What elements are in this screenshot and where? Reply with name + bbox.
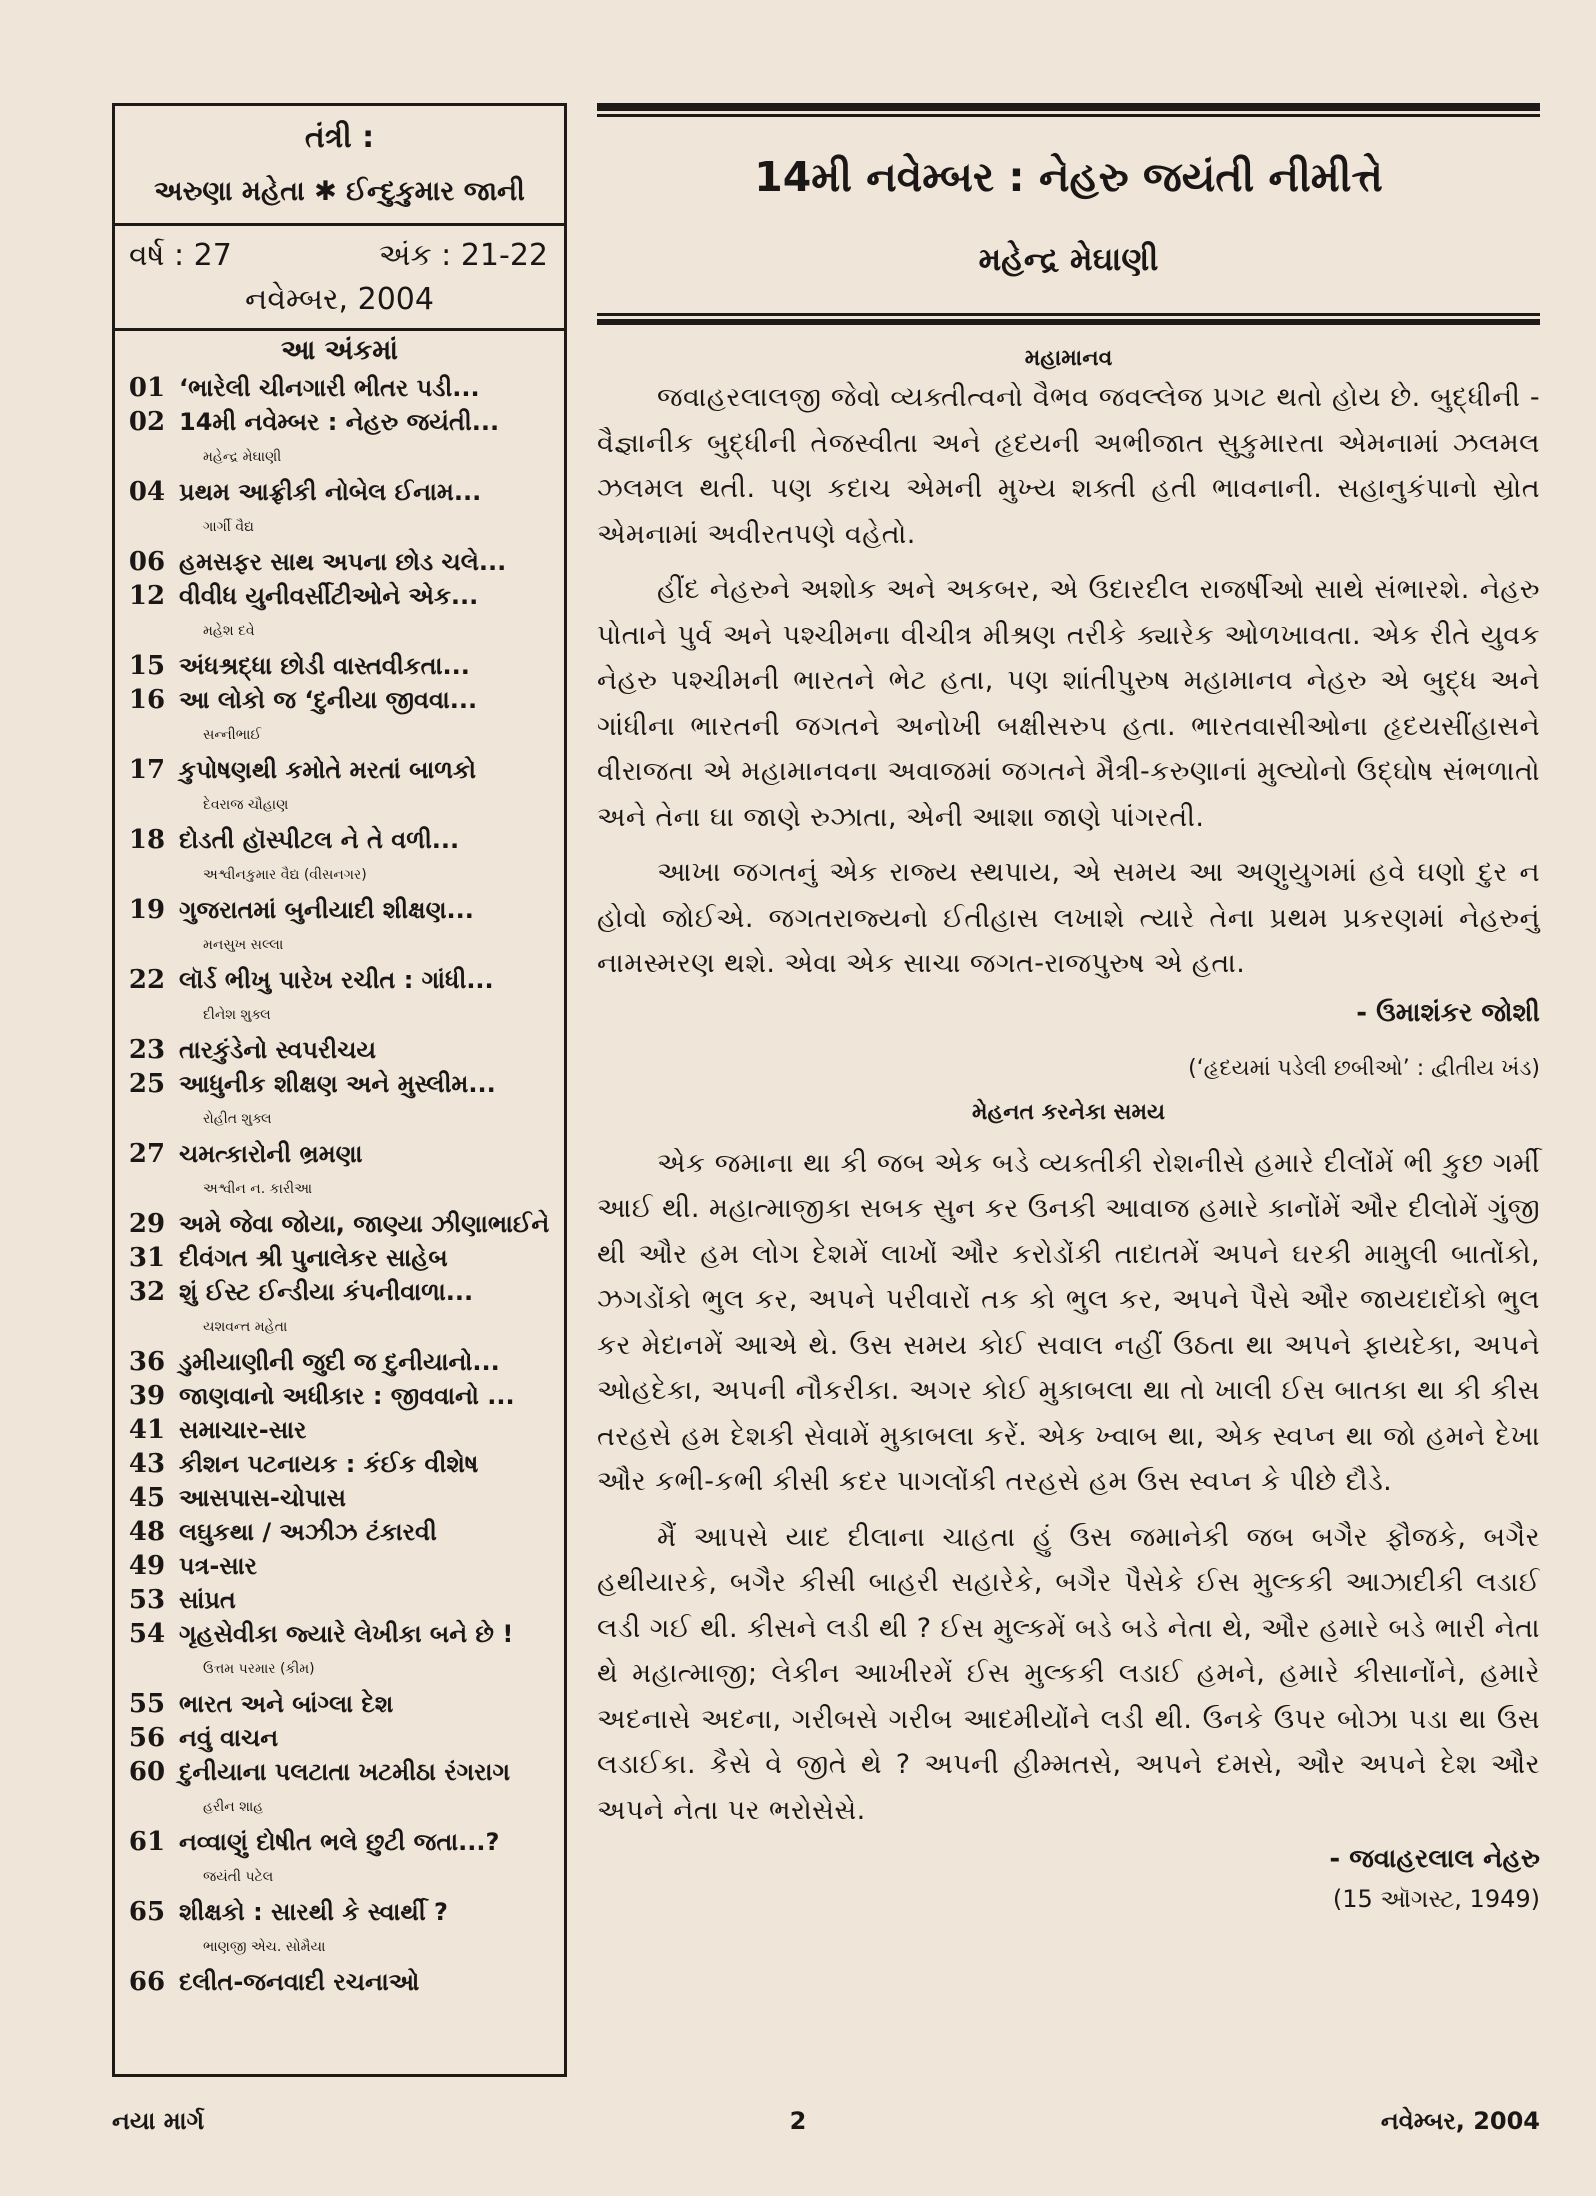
- toc-page-number: 29: [128, 1209, 166, 1239]
- toc-title: આધુનીક શીક્ષણ અને મુસ્લીમ...: [179, 1070, 496, 1098]
- footer-date: નવેમ્બર, 2004: [1380, 2107, 1540, 2135]
- toc-author: મનસુખ સલ્લા: [203, 937, 284, 953]
- toc-entry: [115, 823, 564, 857]
- issue-info: [115, 226, 564, 331]
- toc-entry: [115, 1481, 564, 1515]
- source-citation: (‘હૃદયમાં પડેલી છબીઓ’ : દ્વીતીય ખંડ): [1188, 1055, 1540, 1081]
- toc-title: પત્ર-સાર: [179, 1552, 258, 1580]
- toc-title: ચમત્કારોની ભ્રમણા: [179, 1140, 363, 1168]
- toc-entry: [115, 1825, 564, 1859]
- toc-title: સમાચાર-સાર: [179, 1416, 307, 1444]
- toc-page-number: 25: [128, 1069, 166, 1099]
- toc-author: અશ્વીન ન. કારીઆ: [203, 1181, 312, 1197]
- toc-author: દીનેશ શુક્લ: [203, 1007, 271, 1023]
- toc-entry: [115, 371, 564, 405]
- toc-entry: [115, 1583, 564, 1617]
- toc-title: અમે જેવા જોયા, જાણ્યા ઝીણાભાઈને: [179, 1210, 550, 1238]
- toc-page-number: 17: [128, 755, 166, 785]
- signature-nehru: - જવાહરલાલ નેહરુ: [1329, 1844, 1540, 1874]
- toc-page-number: 18: [128, 825, 166, 855]
- toc-title: લૉર્ડ ભીખુ પારેખ રચીત : ગાંધી...: [179, 966, 494, 994]
- toc-title: લઘુકથા / અઝીઝ ટંકારવી: [179, 1518, 437, 1546]
- toc-title: નવ્વાણું દોષીત ભલે છુટી જતા...?: [179, 1828, 500, 1856]
- toc-entry: [115, 1207, 564, 1241]
- toc-page-number: 15: [128, 651, 166, 681]
- toc-title: આ લોકો જ ‘દુનીયા જીવવા...: [179, 686, 478, 714]
- editor-names: અરુણા મહેતા ✱ ઈન્દુકુમાર જાની: [154, 176, 525, 207]
- toc-page-number: 32: [128, 1277, 166, 1307]
- toc-page-number: 45: [128, 1483, 166, 1513]
- article-byline: મહેન્દ્ર મેઘાણી: [978, 240, 1159, 278]
- toc-title: તારકુંડેનો સ્વપરીચય: [179, 1036, 377, 1064]
- toc-title: કુપોષણથી કમોતે મરતાં બાળકો: [179, 756, 476, 784]
- toc-page-number: 53: [128, 1585, 166, 1615]
- toc-page-number: 61: [128, 1827, 166, 1857]
- toc-entry: [115, 1379, 564, 1413]
- toc-page-number: 43: [128, 1449, 166, 1479]
- toc-author: રોહીત શુક્લ: [203, 1111, 272, 1127]
- toc-entry: [115, 1721, 564, 1755]
- toc-page-number: 27: [128, 1139, 166, 1169]
- toc-title: ડુમીયાણીની જુદી જ દુનીયાનો...: [179, 1348, 500, 1376]
- toc-title: કીશન પટનાયક : કંઈક વીશેષ: [179, 1450, 479, 1478]
- toc-author: ભાણજી એચ. સોમૈયા: [203, 1939, 326, 1955]
- toc-author: મહેશ દવે: [203, 623, 255, 639]
- editor-box: [115, 106, 564, 226]
- toc-page-number: 60: [128, 1757, 166, 1787]
- top-rule-thin: [597, 114, 1540, 117]
- toc-entry: [115, 1895, 564, 1929]
- toc-title: જાણવાનો અધીકાર : જીવવાનો ...: [179, 1382, 515, 1410]
- toc-page-number: 54: [128, 1619, 166, 1649]
- toc-title: ગૃહસેવીકા જ્યારે લેખીકા બને છે !: [179, 1620, 514, 1648]
- toc-entry: [115, 1549, 564, 1583]
- paragraph: જવાહરલાલજી જેવો વ્યક્તીત્વનો વૈભવ જવલ્લેજ પ્રગટ થતો હોય છે. બુદ્ધીની - વૈજ્ઞાનીક બુદ્ધીની તેજસ્વીતા અને હૃદયની અભીજાત સુકુમારતા એમનામાં ઝલમલ ઝલમલ થતી. પણ કદાચ એમની મુખ્ય શક્તી હતી ભાવનાની. સહાનુકંપાનો સ્રોત એમનામાં અવીરતપણે વહેતો.: [597, 382, 1540, 550]
- toc-page-number: 23: [128, 1035, 166, 1065]
- toc-entry: [115, 405, 564, 439]
- toc-title: અંધશ્રદ્ધા છોડી વાસ્તવીકતા...: [179, 652, 470, 680]
- toc-author: જયંતી પટેલ: [203, 1869, 274, 1885]
- article-title: 14મી નવેમ્બર : નેહરુ જયંતી નીમીત્તે: [754, 153, 1383, 201]
- toc-title: દલીત-જનવાદી રચનાઓ: [179, 1968, 420, 1996]
- toc-page-number: 31: [128, 1243, 166, 1273]
- toc-entry: [115, 1241, 564, 1275]
- toc-page-number: 36: [128, 1347, 166, 1377]
- speech-date: (15 ઑગસ્ટ, 1949): [1332, 1885, 1540, 1913]
- top-rule: [597, 103, 1540, 111]
- toc-author: સન્નીભાઈ: [203, 727, 262, 743]
- toc-title: વીવીધ યુનીવર્સીટીઓને એક...: [179, 582, 479, 610]
- toc-entry: [115, 1067, 564, 1101]
- toc-page-number: 16: [128, 685, 166, 715]
- toc-page-number: 55: [128, 1689, 166, 1719]
- toc-list: [115, 371, 564, 1999]
- editor-label: તંત્રી :: [304, 120, 375, 155]
- paragraph: હીંદ નેહરુને અશોક અને અકબર, એ ઉદારદીલ રાજર્ષીઓ સાથે સંભારશે. નેહરુ પોતાને પુર્વ અને પશ્ચીમના વીચીત્ર મીશ્રણ તરીકે ક્યારેક ઓળખાવતા. એક રીતે યુવક નેહરુ પશ્ચીમની ભારતને ભેટ હતા, પણ શાંતીપુરુષ મહામાનવ નેહરુ એ બુદ્ધ અને ગાંધીના ભારતની જગતને અનોખી બક્ષીસરુપ હતા. ભારતવાસીઓના હૃદયસીંહાસને વીરાજતા એ મહામાનવના અવાજમાં જગતને મૈત્રી-કરુણાનાં મુલ્યોનો ઉદ્ઘોષ સંભળાતો અને તેના ઘા જાણે રુઝાતા, એની આશા જાણે પાંગરતી.: [597, 574, 1540, 833]
- paragraph: મૈં આપસે યાદ દીલાના ચાહતા હું ઉસ જમાનેકી જબ બગૈર ફૌજકે, બગૈર હથીયારકે, બગૈર કીસી બાહરી સહારેકે, બગૈર પૈસેકે ઈસ મુલ્કકી આઝાદીકી લડાઈ લડી ગઈ થી. કીસને લડી થી ? ઈસ મુલ્કમેં બડે બડે નેતા થે, ઔર હમારે બડે ભારી નેતા થે મહાત્માજી; લેકીન આખીરમેં ઈસ મુલ્કકી લડાઈ હમને, હમારે કીસાનોંને, હમારે અદનાસે અદના, ગરીબસે ગરીબ આદમીયોંને લડી થી. ઉનકે ઉપર બોઝા પડા થા ઉસ લડાઈકા. કૈસે વે જીતે થે ? અપની હીમ્મતસે, અપને દમસે, ઔર અપને દેશ ઔર અપને નેતા પર ભરોસેસે.: [597, 1521, 1540, 1826]
- toc-heading: આ અંકમાં: [281, 335, 398, 366]
- toc-author: યશવન્ત મહેતા: [203, 1319, 288, 1335]
- toc-entry: [115, 893, 564, 927]
- toc-entry: [115, 1687, 564, 1721]
- toc-title: ભારત અને બાંગ્લા દેશ: [179, 1690, 394, 1718]
- section-heading-mehnat: મેહનત કરનેકા સમય: [971, 1099, 1166, 1125]
- toc-title: દોડતી હૉસ્પીટલ ને તે વળી...: [179, 826, 460, 854]
- toc-entry: [115, 579, 564, 613]
- toc-title: ‘ભારેલી ચીનગારી ભીતર પડી...: [179, 374, 480, 402]
- toc-entry: [115, 475, 564, 509]
- toc-entry: [115, 1275, 564, 1309]
- toc-author: દેવરાજ ચૌહાણ: [203, 797, 289, 813]
- toc-entry: [115, 753, 564, 787]
- toc-author: હરીન શાહ: [203, 1799, 264, 1815]
- issue-date: નવેમ્બર, 2004: [245, 282, 434, 317]
- toc-entry: [115, 1413, 564, 1447]
- toc-page-number: 65: [128, 1897, 166, 1927]
- toc-author: અશ્વીનકુમાર વૈદ્ય (વીસનગર): [203, 867, 367, 883]
- toc-page-number: 19: [128, 895, 166, 925]
- toc-entry: [115, 963, 564, 997]
- toc-entry: [115, 1965, 564, 1999]
- toc-page-number: 41: [128, 1415, 166, 1445]
- footer-magazine-name: નયા માર્ગ: [112, 2107, 205, 2135]
- paragraph: આખા જગતનું એક રાજ્ય સ્થપાય, એ સમય આ અણુયુગમાં હવે ઘણો દુર ન હોવો જોઈએ. જગતરાજ્યનો ઈતીહાસ લખાશે ત્યારે તેના પ્રથમ પ્રકરણમાં નેહરુનું નામસ્મરણ થશે. એવા એક સાચા જગત-રાજપુરુષ એ હતા.: [597, 857, 1540, 979]
- header-rule-thick: [597, 319, 1540, 325]
- toc-title: 14મી નવેમ્બર : નેહરુ જયંતી...: [179, 408, 500, 436]
- toc-page-number: 12: [128, 581, 166, 611]
- toc-page-number: 04: [128, 477, 166, 507]
- paragraph: એક જમાના થા કી જબ એક બડે વ્યક્તીકી રોશનીસે હમારે દીલોંમેં ભી કુછ ગર્મી આઈ થી. મહાત્માજીકા સબક સુન કર ઉનકી આવાજ હમારે કાનોંમેં ઔર દીલોમેં ગુંજી થી ઔર હમ લોગ દેશમેં લાખોં ઔર કરોડોંકી તાદાતમેં અપને ઘરકી મામુલી બાતોંકો, ઝગડોંકો ભુલ કર, અપને પરીવારોં તક કો ભુલ કર, અપને પૈસે ઔર જાયદાદોંકો ભુલ કર મેદાનમેં આએ થે. ઉસ સમય કોઈ સવાલ નહીં ઉઠતા થા અપને ફાયદેકા, અપને ઓહદેકા, અપની નૌકરીકા. અગર કોઈ મુકાબલા થા તો ખાલી ઈસ બાતકા થા કી કીસ તરહસે હમ દેશકી સેવામેં મુકાબલા કરેં. એક ખ્વાબ થા, એક સ્વપ્ન થા જો હમને દેખા ઔર કભી-કભી કીસી કદર પાગલોંકી તરહસે હમ ઉસ સ્વપ્ન કે પીછે દૌડે.: [597, 1147, 1540, 1497]
- header-rule: [597, 313, 1540, 316]
- toc-title: દીવંગત શ્રી પુનાલેકર સાહેબ: [179, 1244, 448, 1272]
- toc-entry: [115, 1447, 564, 1481]
- toc-title: પ્રથમ આફ્રીકી નોબેલ ઈનામ...: [179, 478, 482, 506]
- toc-title: નવું વાચન: [179, 1724, 279, 1752]
- toc-entry: [115, 545, 564, 579]
- toc-title: હમસફર સાથ અપના છોડ ચલે...: [179, 548, 507, 576]
- toc-entry: [115, 683, 564, 717]
- article: [597, 103, 1540, 1919]
- toc-author: ઉત્તમ પરમાર (કીમ): [203, 1661, 315, 1677]
- toc-title: ગુજરાતમાં બુનીયાદી શીક્ષણ...: [179, 896, 474, 924]
- footer-page-number: 2: [789, 2107, 807, 2135]
- toc-page-number: 01: [128, 373, 166, 403]
- toc-entry: [115, 1617, 564, 1651]
- toc-page-number: 56: [128, 1723, 166, 1753]
- toc-entry: [115, 649, 564, 683]
- toc-page-number: 39: [128, 1381, 166, 1411]
- toc-entry: [115, 1755, 564, 1789]
- toc-entry: [115, 1515, 564, 1549]
- toc-page-number: 06: [128, 547, 166, 577]
- toc-entry: [115, 1033, 564, 1067]
- toc-page-number: 48: [128, 1517, 166, 1547]
- toc-author: ગાર્ગી વૈદ્ય: [203, 519, 254, 535]
- signature-umashankar: - ઉમાશંકર જોશી: [1356, 997, 1540, 1028]
- toc-title: શીક્ષકો : સારથી કે સ્વાર્થી ?: [179, 1898, 448, 1926]
- issue-number: અંક : 21-22: [378, 238, 548, 273]
- issue-year: વર્ષ : 27: [129, 238, 232, 273]
- toc-page-number: 22: [128, 965, 166, 995]
- toc-title: આસપાસ-ચોપાસ: [179, 1484, 346, 1512]
- toc-entry: [115, 1137, 564, 1171]
- toc-entry: [115, 1345, 564, 1379]
- toc-page-number: 66: [128, 1967, 166, 1997]
- section-heading-mahamanav: મહામાનવ: [1024, 346, 1113, 371]
- toc-title: દુનીયાના પલટાતા ખટમીઠા રંગરાગ: [179, 1758, 510, 1786]
- toc-page-number: 02: [128, 407, 166, 437]
- toc-page-number: 49: [128, 1551, 166, 1581]
- toc-author: મહેન્દ્ર મેઘાણી: [203, 449, 282, 465]
- table-of-contents-box: [112, 103, 567, 2077]
- toc-title: સાંપ્રત: [179, 1586, 236, 1614]
- toc-title: શું ઈસ્ટ ઈન્ડીયા કંપનીવાળા...: [179, 1278, 474, 1306]
